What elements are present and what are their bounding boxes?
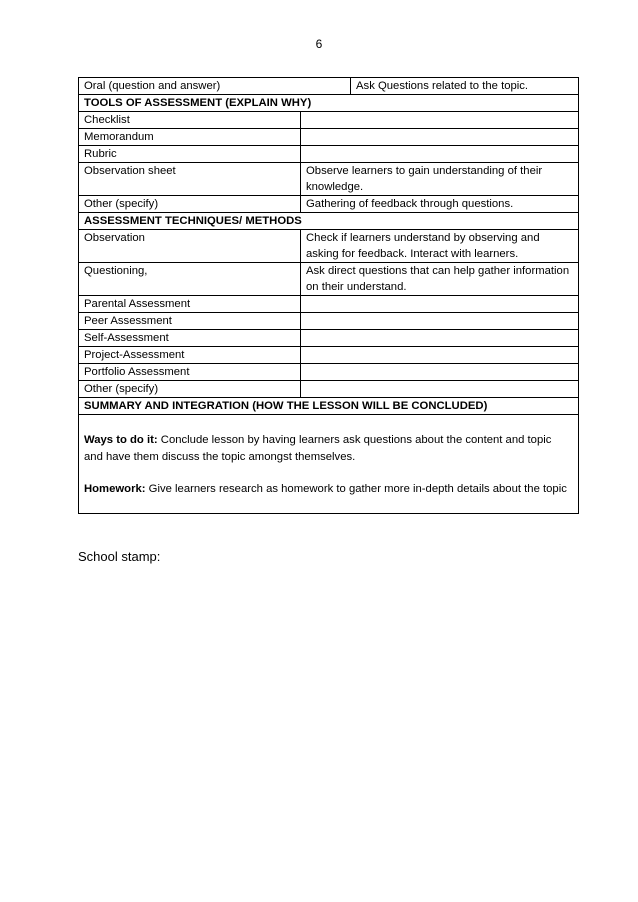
ways-text: Conclude lesson by having learners ask questions about the content and topic and have them discuss the topic amongst themselves.: [84, 434, 552, 463]
table-row: [79, 146, 579, 163]
oral-label: Oral (question and answer): [79, 78, 351, 95]
tools-heading: TOOLS OF ASSESSMENT (EXPLAIN WHY): [79, 95, 579, 112]
summary-body: [79, 415, 579, 514]
table-row: [79, 313, 579, 330]
tool-value: Observe learners to gain understanding of their knowledge.: [301, 163, 579, 196]
homework-text: Give learners research as homework to gather more in-depth details about the topic: [145, 483, 567, 495]
tool-label: Rubric: [79, 146, 301, 163]
page-number: 6: [315, 37, 323, 51]
technique-value: [301, 330, 579, 347]
technique-label: Self-Assessment: [79, 330, 301, 347]
summary-heading: SUMMARY AND INTEGRATION (HOW THE LESSON WILL BE CONCLUDED): [79, 398, 579, 415]
tool-label: Memorandum: [79, 129, 301, 146]
techniques-heading-row: [79, 213, 579, 230]
table-row: [79, 381, 579, 398]
tool-value: [301, 112, 579, 129]
technique-value: [301, 381, 579, 398]
table-row: [79, 112, 579, 129]
techniques-heading: ASSESSMENT TECHNIQUES/ METHODS: [79, 213, 579, 230]
oral-value: Ask Questions related to the topic.: [351, 78, 579, 95]
ways-label: Ways to do it:: [84, 434, 158, 446]
ways-paragraph: [84, 432, 573, 465]
table-row: [79, 330, 579, 347]
table-row: [79, 263, 579, 296]
technique-label: Questioning,: [79, 263, 301, 296]
tool-value: [301, 129, 579, 146]
lesson-plan-table: [78, 77, 579, 514]
technique-label: Other (specify): [79, 381, 301, 398]
table-row: [79, 347, 579, 364]
table-row: [79, 364, 579, 381]
technique-label: Portfolio Assessment: [79, 364, 301, 381]
tool-label: Observation sheet: [79, 163, 301, 196]
oral-row: [79, 78, 579, 95]
technique-label: Peer Assessment: [79, 313, 301, 330]
table-row: [79, 296, 579, 313]
technique-label: Parental Assessment: [79, 296, 301, 313]
summary-body-row: [79, 415, 579, 514]
tool-value: [301, 146, 579, 163]
technique-value: Ask direct questions that can help gather information on their understand.: [301, 263, 579, 296]
homework-label: Homework:: [84, 483, 146, 495]
summary-heading-row: [79, 398, 579, 415]
tools-heading-row: [79, 95, 579, 112]
table-row: [79, 129, 579, 146]
table-row: [79, 230, 579, 263]
school-stamp-label: School stamp:: [78, 549, 161, 564]
technique-label: Project-Assessment: [79, 347, 301, 364]
tool-value: Gathering of feedback through questions.: [301, 196, 579, 213]
table-row: [79, 196, 579, 213]
technique-value: [301, 296, 579, 313]
technique-value: Check if learners understand by observing and asking for feedback. Interact with learners.: [301, 230, 579, 263]
table-row: [79, 163, 579, 196]
technique-value: [301, 313, 579, 330]
technique-value: [301, 347, 579, 364]
homework-paragraph: [84, 481, 573, 498]
tool-label: Checklist: [79, 112, 301, 129]
tool-label: Other (specify): [79, 196, 301, 213]
technique-label: Observation: [79, 230, 301, 263]
technique-value: [301, 364, 579, 381]
